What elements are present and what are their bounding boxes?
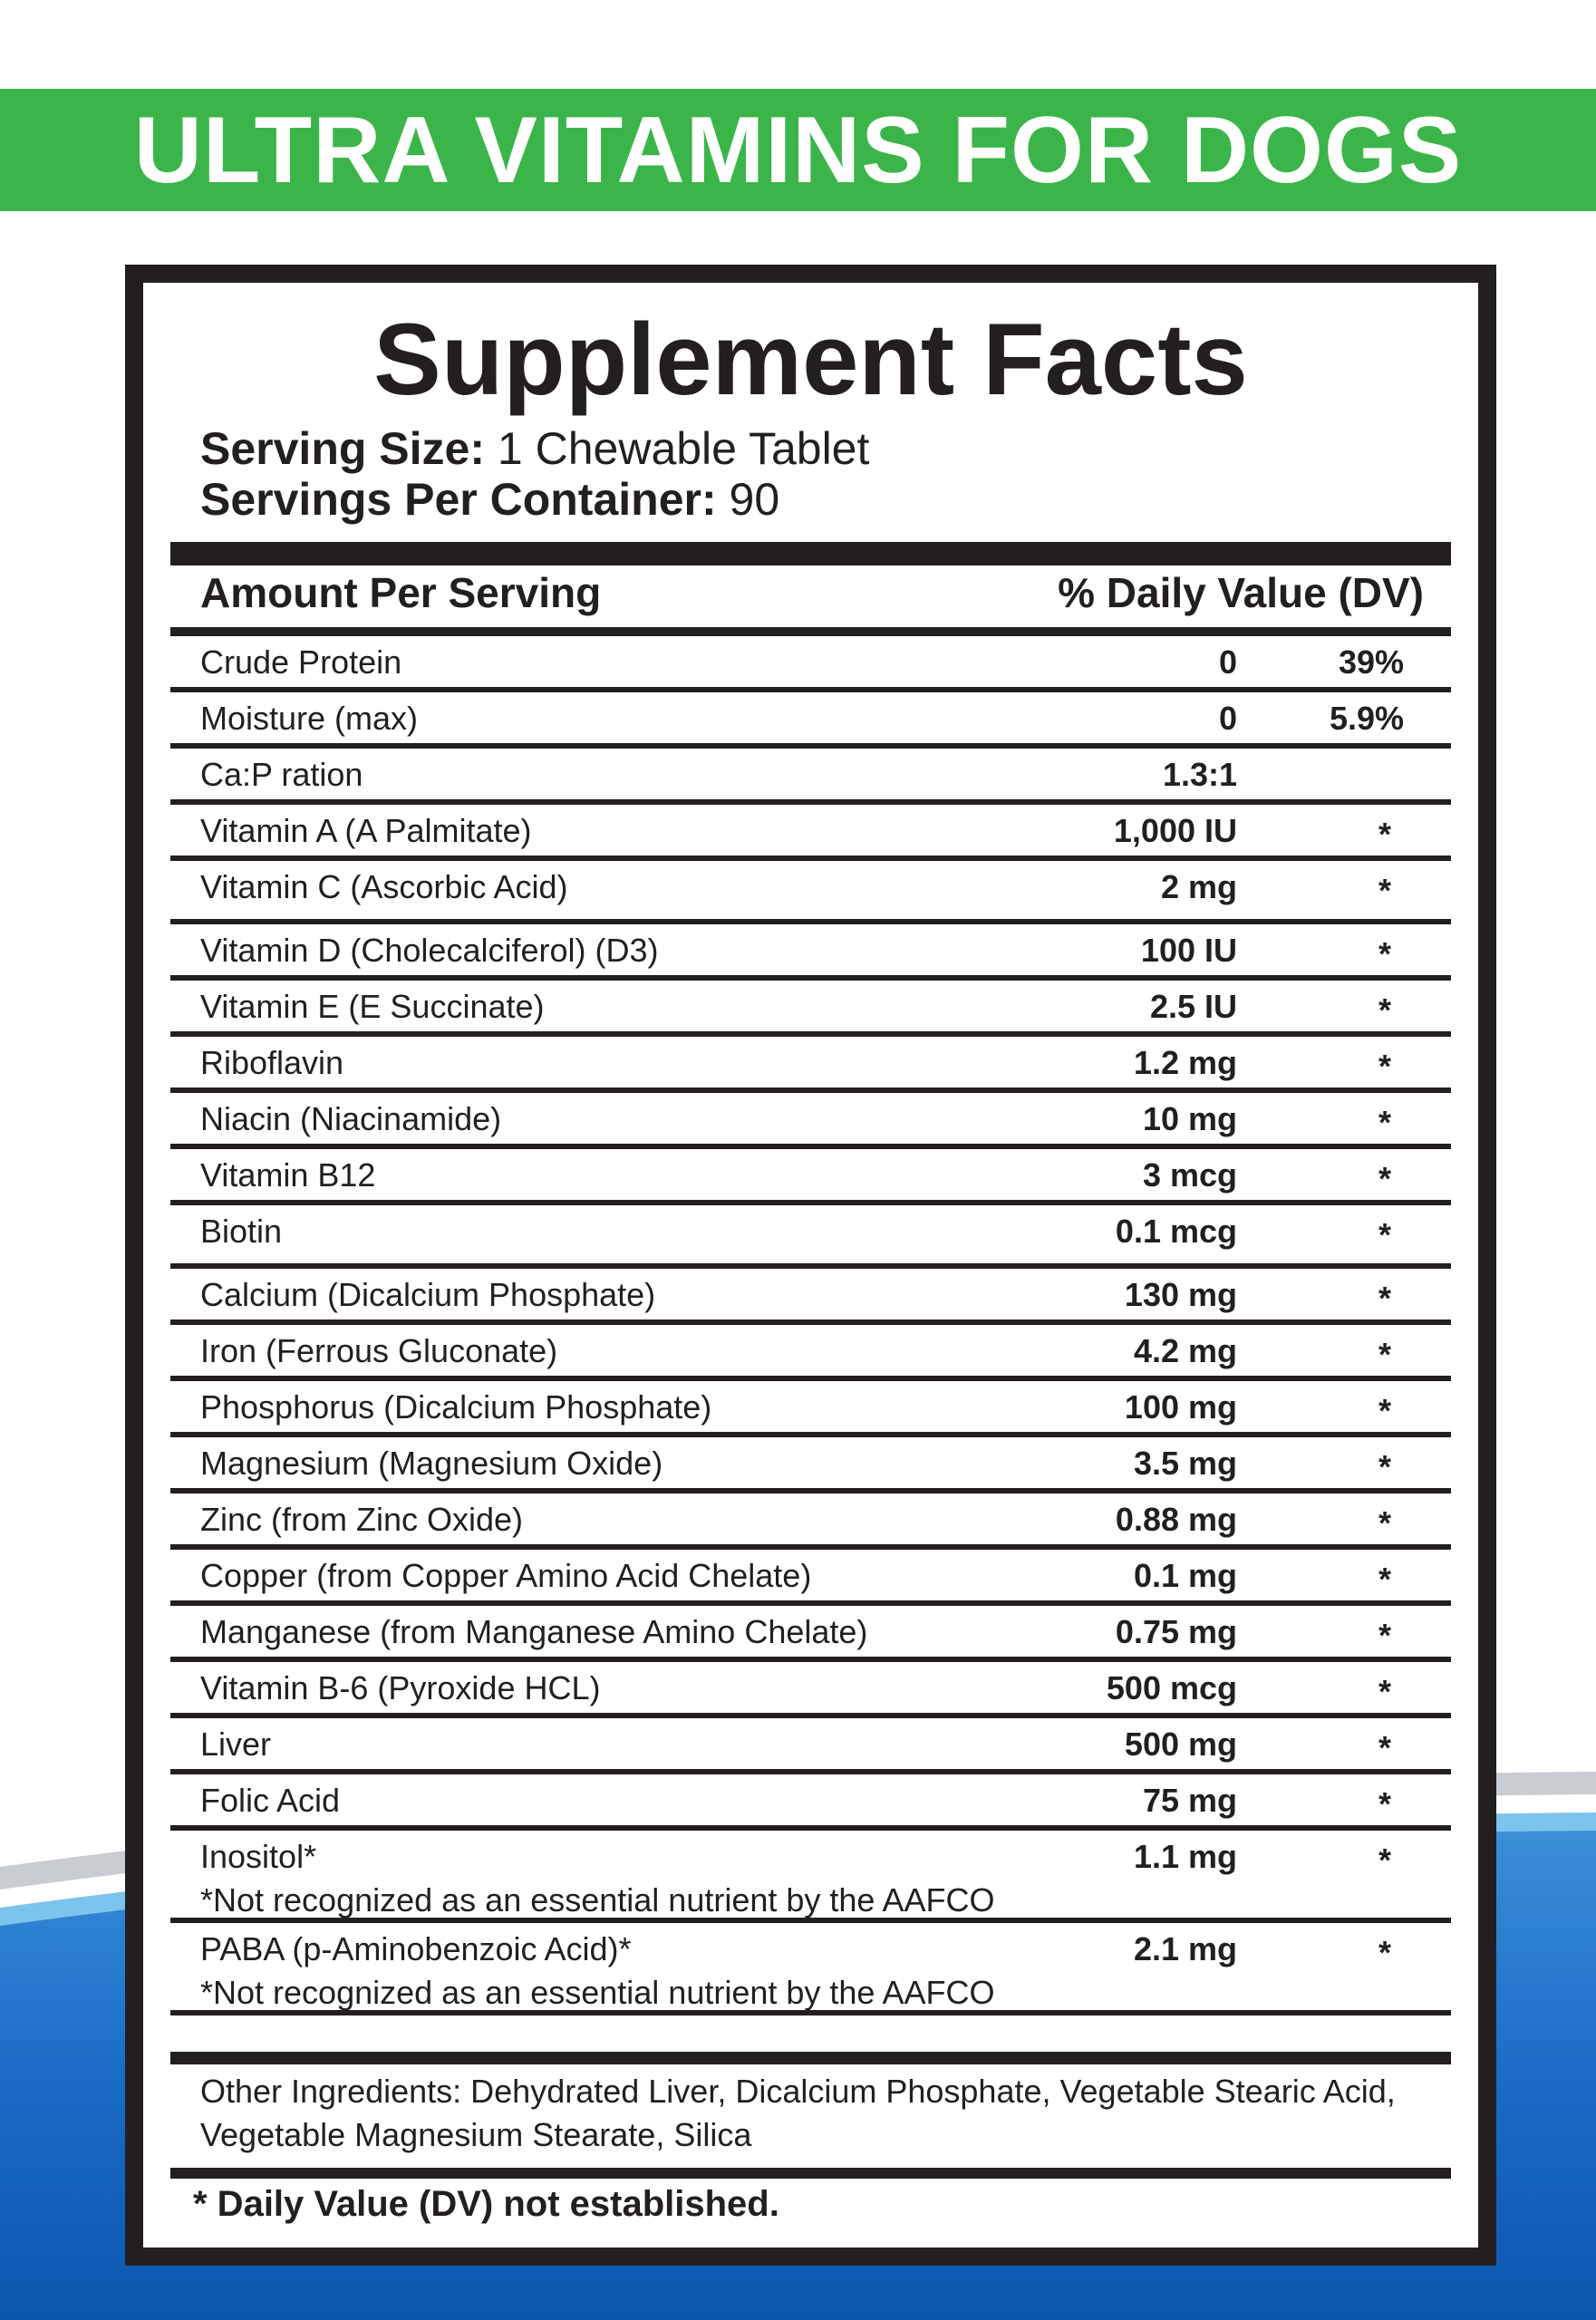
nutrient-name: Riboflavin: [200, 1044, 344, 1081]
column-header: [170, 559, 1451, 617]
nutrient-name: Vitamin B-6 (Pyroxide HCL): [200, 1669, 601, 1706]
nutrient-row: [170, 1774, 1451, 1831]
nutrient-amount: 1,000 IU: [1113, 812, 1237, 849]
serving-size-label: Serving Size:: [200, 423, 485, 474]
dv-asterisk: *: [1378, 1673, 1391, 1710]
amount-per-serving-heading: Amount Per Serving: [200, 569, 602, 616]
nutrient-amount: 130 mg: [1124, 1276, 1237, 1313]
nutrient-note: *Not recognized as an essential nutrient by the AAFCO: [200, 1974, 995, 2011]
nutrient-name: Vitamin E (E Succinate): [200, 988, 545, 1025]
nutrient-amount: 75 mg: [1142, 1782, 1237, 1819]
dv-asterisk: *: [1378, 1504, 1391, 1542]
nutrient-amount: 100 mg: [1124, 1388, 1237, 1426]
nutrient-row: [170, 981, 1451, 1037]
daily-value-heading: % Daily Value (DV): [1058, 569, 1424, 616]
dv-asterisk: *: [1378, 1336, 1391, 1373]
nutrient-name: Zinc (from Zinc Oxide): [200, 1501, 524, 1538]
nutrient-row: [170, 1494, 1451, 1550]
nutrient-row: [170, 1718, 1451, 1774]
nutrient-amount: 1.3:1: [1162, 756, 1237, 793]
banner-title: ULTRA VITAMINS FOR DOGS: [133, 97, 1463, 203]
header-divider: [170, 627, 1451, 636]
nutrient-row: [170, 1205, 1451, 1269]
nutrient-name: PABA (p-Aminobenzoic Acid)*: [200, 1930, 632, 1967]
nutrient-amount: 0.75 mg: [1115, 1613, 1237, 1650]
nutrient-row: [170, 1381, 1451, 1437]
servings-per-container-label: Servings Per Container:: [200, 474, 717, 525]
nutrient-name: Moisture (max): [200, 700, 419, 737]
dv-asterisk: *: [1378, 1048, 1391, 1085]
other-ingredients: Other Ingredients: Dehydrated Liver, Dicalcium Phosphate, Vegetable Stearic Acid, Vegetable Magnesium Stearate, Silica: [200, 2073, 1396, 2153]
dv-asterisk: *: [1378, 1729, 1391, 1766]
nutrient-name: Calcium (Dicalcium Phosphate): [200, 1276, 656, 1313]
nutrient-row: [170, 1662, 1451, 1718]
nutrient-name: Vitamin A (A Palmitate): [200, 812, 532, 849]
nutrient-name: Iron (Ferrous Gluconate): [200, 1332, 558, 1369]
nutrient-amount: 3.5 mg: [1133, 1445, 1237, 1482]
nutrient-name: Liver: [200, 1726, 272, 1763]
serving-size-value: 1 Chewable Tablet: [497, 423, 870, 474]
nutrient-dv: 39%: [1338, 643, 1404, 681]
nutrient-amount: 1.2 mg: [1133, 1044, 1237, 1081]
dv-asterisk: *: [1378, 1561, 1391, 1598]
nutrient-amount: 500 mg: [1124, 1726, 1237, 1763]
nutrient-name: Inositol*: [200, 1838, 317, 1875]
nutrient-row: [170, 1269, 1451, 1325]
dv-asterisk: *: [1378, 1160, 1391, 1197]
dv-footnote: * Daily Value (DV) not established.: [193, 2184, 779, 2224]
nutrient-row: [170, 1606, 1451, 1662]
nutrient-row: [170, 1325, 1451, 1381]
nutrient-name: Vitamin B12: [200, 1156, 376, 1194]
supplement-facts-panel: [125, 265, 1496, 2266]
dv-asterisk: *: [1378, 1104, 1391, 1141]
nutrient-name: Folic Acid: [200, 1782, 341, 1819]
nutrient-name: Magnesium (Magnesium Oxide): [200, 1445, 663, 1482]
nutrient-name: Phosphorus (Dicalcium Phosphate): [200, 1388, 712, 1426]
nutrient-amount: 2.1 mg: [1133, 1930, 1237, 1967]
servings-per-container: [200, 474, 780, 525]
nutrient-name: Crude Protein: [200, 643, 402, 681]
nutrient-row: [170, 1037, 1451, 1093]
servings-per-container-value: 90: [729, 474, 780, 525]
serving-size: [200, 423, 870, 474]
panel-title: Supplement Facts: [373, 303, 1248, 416]
dv-asterisk: *: [1378, 935, 1391, 972]
nutrient-name: Biotin: [200, 1213, 283, 1250]
dv-asterisk: *: [1378, 872, 1391, 909]
nutrient-row: [170, 1149, 1451, 1205]
nutrient-note: *Not recognized as an essential nutrient by the AAFCO: [200, 1881, 995, 1919]
dv-asterisk: *: [1378, 1216, 1391, 1253]
nutrient-amount: 2.5 IU: [1149, 988, 1237, 1025]
nutrient-dv: 5.9%: [1329, 700, 1404, 737]
nutrient-row: [170, 861, 1451, 924]
nutrient-table: [170, 636, 1451, 2016]
nutrient-row: [170, 749, 1451, 805]
nutrient-row: [170, 636, 1451, 692]
dv-asterisk: *: [1378, 1392, 1391, 1429]
nutrient-name: Manganese (from Manganese Amino Chelate): [200, 1613, 868, 1650]
nutrient-amount: 0.1 mg: [1133, 1557, 1237, 1594]
header-banner: [0, 89, 1596, 211]
nutrient-name: Copper (from Copper Amino Acid Chelate): [200, 1557, 812, 1594]
dv-asterisk: *: [1378, 816, 1391, 853]
dv-asterisk: *: [1378, 1280, 1391, 1317]
nutrient-amount: 0: [1218, 643, 1237, 681]
nutrient-amount: 500 mcg: [1106, 1669, 1237, 1706]
nutrient-row: [170, 924, 1451, 981]
dv-asterisk: *: [1378, 1785, 1391, 1822]
nutrient-amount: 10 mg: [1142, 1100, 1237, 1137]
dv-asterisk: *: [1378, 1617, 1391, 1654]
nutrient-name: Ca:P ration: [200, 756, 363, 793]
nutrient-amount: 0.88 mg: [1115, 1501, 1237, 1538]
nutrient-amount: 2 mg: [1160, 868, 1237, 905]
nutrient-amount: 0.1 mcg: [1115, 1213, 1237, 1250]
nutrient-row: [170, 1550, 1451, 1606]
nutrient-name: Vitamin C (Ascorbic Acid): [200, 868, 568, 905]
nutrient-amount: 3 mcg: [1142, 1156, 1237, 1194]
dv-asterisk: *: [1378, 1934, 1391, 1971]
nutrient-row: [170, 1831, 1451, 1923]
dv-asterisk: *: [1378, 1448, 1391, 1485]
dv-asterisk: *: [1378, 1842, 1391, 1879]
nutrient-amount: 0: [1218, 700, 1237, 737]
nutrient-row: [170, 1093, 1451, 1149]
footnote-divider: [170, 2168, 1451, 2179]
nutrient-name: Niacin (Niacinamide): [200, 1100, 502, 1137]
ingredients-divider: [170, 2052, 1451, 2064]
nutrient-amount: 100 IU: [1140, 932, 1237, 969]
nutrient-row: [170, 1437, 1451, 1494]
dv-asterisk: *: [1378, 991, 1391, 1029]
nutrient-amount: 4.2 mg: [1133, 1332, 1237, 1369]
nutrient-row: [170, 805, 1451, 861]
nutrient-name: Vitamin D (Cholecalciferol) (D3): [200, 932, 659, 969]
nutrient-amount: 1.1 mg: [1133, 1838, 1237, 1875]
nutrient-row: [170, 692, 1451, 749]
nutrient-row: [170, 1923, 1451, 2016]
